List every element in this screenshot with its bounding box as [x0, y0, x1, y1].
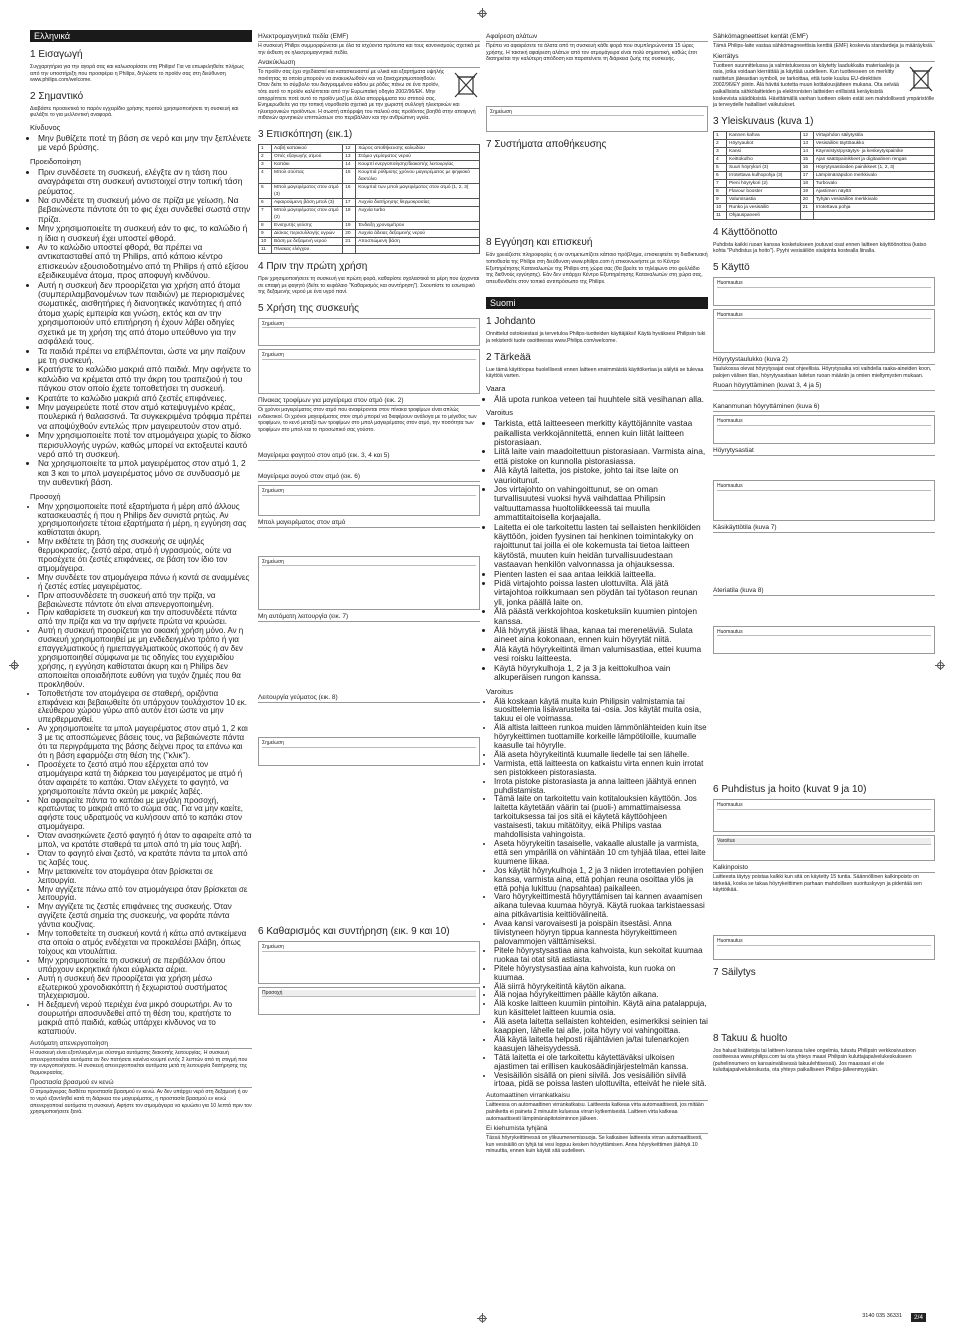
subsection-title: Προειδοποίηση: [30, 156, 81, 166]
paragraph: Οι χρόνοι μαγειρέματος στον ατμό που αναφέρονται στον πίνακα τροφίμων είναι απλώς ενδεικτικοί. Οι χρόνοι μαγειρέματος στον ατμό μπορεί να διαφέρουν ανάλογα με το μέγεθος των τροφίμων, το κενό μεταξύ των τροφίμων στο μπολ μαγειρέματος στον ατμό, την ποσότητα των τροφίμων στο μπολ και το προσωπικό σας γούστο.: [258, 406, 477, 433]
table-cell: Flavour booster: [727, 187, 801, 195]
list-item: • Να συνδέετε τη συσκευή μόνο σε πρίζα με γείωση. Να βεβαιώνεστε πάντοτε ότι το φις έχει συνδεθεί σωστά στην πρίζα.: [38, 196, 252, 224]
table-row: [714, 211, 935, 219]
table-cell: Κουμπιά ρύθμισης χρόνου μαγειρέματος με ψηφιακό δακτύλιο: [356, 168, 480, 183]
section-title: 1 Εισαγωγή: [30, 49, 83, 60]
note-label: Huomautus: [717, 938, 931, 946]
list-item: • Tarkista, että laitteeseen merkitty käyttöjännite vastaa paikallista verkkojännitettä, ennen kuin liität laitteen pistorasiaan.: [494, 419, 708, 447]
list-item: • Να αφαιρείτε πάντα το καπάκι με μεγάλη προσοχή, κρατώντας το μακριά από το σώμα σας. Για να μην καείτε, αφήστε τους υδρατμούς να κυλήσουν από το καπάκι στον ατμομάγειρα.: [38, 797, 252, 833]
caution-label: Προσοχή: [262, 990, 476, 998]
subsection-title: Αυτόματη απενεργοποίηση: [30, 1040, 252, 1049]
table-cell: 20: [800, 195, 813, 203]
list-item: • Όταν ανασηκώνετε ζεστό φαγητό ή όταν το αφαιρείτε από τα μπολ, να κρατάτε σταθερά τα μπολ από τη μία τους λαβή.: [38, 832, 252, 850]
table-cell: 15: [800, 155, 813, 163]
list-item: • Avaa kansi varovaisesti ja poispäin itsestäsi. Anna tiivistyneen höyryn tippua kannesta höyrykeittimeen palovammojen välttämiseksi.: [494, 920, 708, 947]
paragraph: Πριν χρησιμοποιήσετε τη συσκευή για πρώτη φορά, καθαρίστε σχολαστικά τα μέρη που έρχονται σε επαφή με φαγητό (δείτε το κεφάλαιο "Καθαρισμός και συντήρηση"). Σκουπίστε το εσωτερικό της δεξαμενής νερού με ένα υγρό πανί.: [258, 275, 480, 296]
table-row: [714, 147, 935, 155]
table-cell: 4: [259, 168, 272, 183]
table-cell: 9: [259, 229, 272, 237]
table-cell: 5: [259, 183, 272, 198]
list-item: • Älä käytä laitetta, jos pistoke, johto tai itse laite on vaurioitunut.: [494, 466, 708, 485]
registration-mark-icon: [477, 8, 487, 18]
table-cell: Λυχνία άδειας δεξαμενής νερού: [356, 229, 480, 237]
subsection-title: Μαγείρεμα φαγητού στον ατμό (εικ. 3, 4 και 5): [258, 452, 480, 461]
list-item: • Μην χρησιμοποιείτε τη συσκευή σε περιβάλλον όπου υπάρχουν εκρηκτικά ή/και εύφλεκτα αέρια.: [38, 957, 252, 975]
table-row: [714, 179, 935, 187]
list-item: • Tämä laite on tarkoitettu vain kotitalouksien käyttöön. Jos laitetta käytetään väärin tai (puoli-) ammattimaisessa tarkoituksessa tai jos sitä ei käytetä käyttöohjeen vastaisesti, takuu mitätöityy, eikä Philips vastaa mahdollisista vahingoista.: [494, 795, 708, 840]
table-cell: Pieni höyrykori (2): [727, 179, 801, 187]
table-cell: Höyrytysastioiden painikkeet (1, 2, 3): [813, 163, 934, 171]
list-item: • Pitele höyrystysastiaa aina kahvoista, kun sekoitat kuumaa ruokaa tai otat sitä astiasta.: [494, 947, 708, 965]
table-cell: Käynnistys/pysäytys- ja keskeytyspainike: [813, 147, 934, 155]
table-row: [259, 168, 480, 183]
table-cell: Μπολ σούπας: [272, 168, 343, 183]
table-cell: Virtajohdon säilytystila: [813, 131, 934, 139]
list-item: • Κρατήστε το καλώδιο μακριά από παιδιά. Μην αφήνετε το καλώδιο να κρέμεται από την άκρη του τραπεζιού ή του πάγκου στον οποίο έχετε τοποθετήσει τη συσκευή.: [38, 365, 252, 393]
crossed-bin-icon: [907, 63, 935, 93]
caution-label: Varoitus: [717, 838, 931, 846]
list-item: • Να χρησιμοποιείτε τα μπολ μαγειρέματος στον ατμό 1, 2 και 3 και το μπολ μαγειρέματος μόνο σε συνδυασμό με την αυθεντική βάση.: [38, 459, 252, 487]
list-item: • Όταν το φαγητό είναι ζεστό, να κρατάτε πάντα τα μπολ από τις λαβές τους.: [38, 850, 252, 868]
list-item: • Älä siirrä höyrykeitintä käytön aikana.: [494, 983, 708, 992]
subsection-title: Ανακύκλωση: [258, 59, 480, 68]
list-item: • Τοποθετήστε τον ατομάγειρα σε σταθερή, οριζόντια επιφάνεια και βεβαιωθείτε ότι υπάρχουν τουλάχιστον 10 εκ. ελεύθερου χώρου γύρω από αυτόν έτσι ώστε να μην υπερθερμανθεί.: [38, 690, 252, 726]
table-cell: 20: [343, 229, 356, 237]
table-cell: Ohjauspaneeli: [727, 211, 801, 219]
table-cell: 10: [259, 237, 272, 245]
subsection-title: Varoitus: [486, 686, 513, 696]
page-number: 2/4: [911, 1313, 926, 1322]
table-cell: Λυχνία διατήρησης θερμοκρασίας: [356, 198, 480, 206]
table-cell: 19: [800, 187, 813, 195]
list-item: • Μην μαγειρεύετε ποτέ στον ατμό κατεψυγμένο κρέας, πουλερικά ή θαλασσινά. Τα συγκεκριμένα τρόφιμα πρέπει να αποψύχθούν εντελώς πριν μαγειρευτούν στον ατμό.: [38, 403, 252, 431]
note-label: Huomautus: [717, 802, 931, 810]
note-label: Huomautus: [717, 483, 931, 491]
subsection-title: Automaattinen virrankatkaisu: [486, 1092, 708, 1101]
list-item: • Älä koskaan käytä muita kuin Philipsin valmistamia tai suosittelemia lisävarusteita tai -osia. Jos käytät muita osia, takuu ei ole voimassa.: [494, 698, 708, 725]
subsection-title: Λειτουργία γεύματος (εικ. 8): [258, 694, 480, 703]
note-label: Huomautus: [717, 629, 931, 637]
table-cell: 8: [714, 187, 727, 195]
table-cell: 8: [259, 221, 272, 229]
document-code: 3140 035 36331: [862, 1313, 902, 1319]
section-title: 1 Johdanto: [486, 316, 536, 328]
subsection-title: Μαγείρεμα αυγού στον ατμό (εικ. 6): [258, 473, 480, 482]
table-cell: 7: [259, 206, 272, 221]
table-cell: 14: [343, 160, 356, 168]
note-label: Σημείωση: [262, 321, 476, 329]
list-item: • Älä käytä höyrykeitintä ilman valumisastiaa, ettei kuuma vesi roisku laitteesta.: [494, 645, 708, 664]
subsection-title: Ateriatila (kuva 8): [713, 587, 935, 596]
table-cell: Λυχνία turbo: [356, 206, 480, 221]
list-item: • Älä käytä laitetta helposti räjähtävien ja/tai tulenarkojen kaasujen läheisyydessä.: [494, 1036, 708, 1054]
paragraph: Ο ατμομάγειρας διαθέτει προστασία βρασμού εν κενώ. Αν δεν υπάρχει νερό στη δεξαμενή ή αν το νερό εξαντληθεί κατά τη διάρκεια του μαγειρέματος, η προστασία βρασμού εν κενώ απενεργοποιεί αυτόματα τη συσκευή. Αφήστε τον ατμομάγειρα να κρυώσει για 10 λεπτά πριν τον χρησιμοποιήσετε ξανά.: [30, 1089, 252, 1116]
parts-table: [713, 131, 935, 220]
table-cell: 6: [714, 171, 727, 179]
list-item: • Varo höyrykeittimestä höyryttämisen tai kannen avaamisen aikana tulevaa kuumaa höyryä. Käytä ruokaa tarkistaessasi aina pitkävartisia keittiövälineitä.: [494, 893, 708, 920]
note-label: Σημείωση: [262, 740, 476, 748]
list-item: • Κρατάτε το καλώδιο μακριά από ζεστές επιφάνειες.: [38, 394, 252, 403]
paragraph: Πρέπει να αφαιρέσετε τα άλατα από τη συσκευή κάθε φορά που συμπληρώνονται 15 ώρες χρήσης. Η τακτική αφαίρεση αλάτων από τον ατμομάγειρα είναι πολύ σημαντική, καθώς έτσι διατηρείται την καλύτερη απόδοση και παρατείνετε τη διάρκεια ζωής της συσκευής.: [486, 43, 697, 63]
section-title: 8 Takuu & huolto: [713, 1032, 788, 1044]
paragraph: Συγχαρητήρια για την αγορά σας και καλωσορίσατε στη Philips! Για να επωφεληθείτε πλήρως από την υποστήριξη που προσφέρει η Philips, δηλώστε το προϊόν σας στη διεύθυνση www.philips.com/welcome.: [30, 64, 244, 84]
list-item: • Liitä laite vain maadoitettuun pistorasiaan. Varmista aina, että pistoke on kunnolla pistorasiassa.: [494, 447, 708, 466]
note-box: [258, 349, 480, 394]
list-item: • Tätä laitetta ei ole tarkoitettu käytettäväksi ulkoisen ajastimen tai erillisen kaukosäädinjärjestelmän kanssa.: [494, 1054, 708, 1072]
table-cell: Irrotettava pohja: [813, 203, 934, 211]
list-item: • Älä aseta laitetta sellaisten kohteiden, esimerkiksi seinien tai kaappien, lähelle tai alle, joita höyry voi vahingoittaa.: [494, 1018, 708, 1036]
registration-mark-icon: [477, 1313, 487, 1323]
note-box: [486, 106, 708, 133]
section-title: 3 Yleiskuvaus (kuva 1): [713, 115, 814, 127]
list-item: • Μην μετακινείτε τον ατομάγειρα όταν βρίσκεται σε λειτουργία.: [38, 868, 252, 886]
section-title: 4 Πριν την πρώτη χρήση: [258, 260, 368, 272]
note-label: Σημείωση: [490, 109, 704, 117]
list-item: • Pidä virtajohto poissa lasten ulottuvilta. Älä jätä virtajohtoa roikkumaan sen pöydän tai työtason reunan yli, jonka päällä laite on.: [494, 579, 708, 607]
table-cell: [800, 211, 813, 219]
table-cell: Lämpimänäpidon merkkivalo: [813, 171, 934, 179]
table-cell: [813, 211, 934, 219]
table-cell: 16: [800, 163, 813, 171]
list-item: • Πριν καθαρίσετε τη συσκευή και την αποσυνδέετε πάντα από την πρίζα και να την αφήνετε πρώτα να κρυώσει.: [38, 609, 252, 627]
list-item: • Irrota pistoke pistorasiasta ja anna laitteen jäähtyä ennen puhdistamista.: [494, 778, 708, 796]
table-cell: Suuri höyrykori (3): [727, 163, 801, 171]
table-row: [259, 237, 480, 245]
section-title: 5 Χρήση της συσκευής: [258, 302, 360, 314]
table-row: [714, 187, 935, 195]
note-box: [713, 415, 935, 444]
table-cell: Ένδειξη χρονομέτρου: [356, 221, 480, 229]
table-cell: 12: [800, 131, 813, 139]
note-box: [258, 941, 480, 984]
list-item: • Μην χρησιμοποιείτε τη συσκευή εάν το φις, το καλώδιο ή η ίδια η συσκευή έχει υποστεί φθορά.: [38, 224, 252, 243]
note-box: [713, 799, 935, 832]
column-mixed-3: [486, 30, 708, 1157]
list-item: • Laitetta ei ole tarkoitettu lasten tai sellaisten henkilöiden käyttöön, joiden fyysinen tai henkinen toimintakyky on rajoittunut tai joilla ei ole kokemusta tai tietoa laitteen käytöstä, muuten kuin heidän turvallisuudestaan vastaavan henkilön valvonnassa ja ohjauksessa.: [494, 523, 708, 570]
column-greek-1: [30, 30, 252, 1118]
list-item: • Αυτή η συσκευή προορίζεται για οικιακή χρήση μόνο. Αν η συσκευή χρησιμοποιηθεί με μη ενδεδειγμένο τρόπο ή για επαγγελματικούς ή ημιεπαγγελματικούς σκοπούς ή αν δεν χρησιμοποιηθεί σύμφωνα με τις οδηγίες του εγχειριδίου χρήσης, η εγγύηση καθίσταται άκυρη και η Philips δεν αποποιείται οποιαδήποτε ευθύνη για τυχόν ζημιές που θα προκληθούν.: [38, 627, 252, 689]
note-box: [258, 556, 480, 611]
paragraph: Jos haluat lisätietoja tai laitteen kanssa tulee ongelmia, tutustu Philipsin verkkosivustoon osoitteessa www.philips.com tai ota yhteys maasi Philipsin kuluttajapalvelukeskukseen (puhelinnumero on kansainvälisessä takuulehtisessä). Jos maassasi ei ole kuluttajapalvelukeskusta, ota yhteys paikalliseen Philips-jälleenmyyjään.: [713, 1047, 916, 1074]
list-item: • Μην βυθίζετε ποτέ τη βάση σε νερό και μην την ξεπλένετε με νερό βρύσης.: [38, 134, 252, 153]
list-item: • Μην αγγίζετε πάνω από τον ατμομάγειρα όταν βρίσκεται σε λειτουργία.: [38, 886, 252, 904]
caution-box: [258, 987, 480, 1016]
paragraph: Η συσκευή είναι εξοπλισμένη με σύστημα αυτόματης διακοπής λειτουργίας. Η συσκευή απενεργοποιείται αυτόματα αν δεν πατήσετε κανένα κουμπί εντός 2 λεπτών από τη στιγμή που την ενεργοποιήσατε. Η συσκευή απενεργοποιείται αυτόματα μετά τη λειτουργία διατήρησης της θερμοκρασίας.: [30, 1049, 248, 1076]
table-row: [259, 198, 480, 206]
table-cell: Ajastimen näyttö: [813, 187, 934, 195]
list-item: • Jos käytät höyrykulhoja 1, 2 ja 3 niiden irrotettavien pohjien kanssa, varmista aina, että pohjan reuna osoittaa ylös ja että pohja lukittuu (napsahtaa) paikalleen.: [494, 867, 708, 894]
table-cell: Πίνακας ελέγχου: [272, 245, 343, 253]
paragraph: Taulukossa olevat höyrytysajat ovat ohjeellisia. Höyrytysaika voi vaihdella raaka-aineiden koon, palojen välisen tilan, höyrytysastiaan laitetun ruoan määrän ja omien mieltymysten mukaan.: [713, 366, 932, 379]
table-cell: 2: [714, 139, 727, 147]
table-cell: 2: [259, 152, 272, 160]
table-cell: 3: [714, 147, 727, 155]
table-cell: 18: [343, 206, 356, 221]
table-row: [714, 203, 935, 211]
table-cell: 19: [343, 221, 356, 229]
table-row: [259, 144, 480, 152]
subsection-title: Ηλεκτρομαγνητικά πεδία (EMF): [258, 33, 480, 42]
subsection-title: Πίνακας τροφίμων για μαγείρεμα στον ατμό (εικ. 2): [258, 397, 480, 406]
paragraph: Εάν χρειάζεστε πληροφορίες ή αν αντιμετωπίζετε κάποιο πρόβλημα, επισκεφτείτε τη διαδικτυακή τοποθεσία της Philips στη διεύθυνση www.philips.com ή επικοινωνήστε με το Κέντρο Εξυπηρέτησης Καταναλωτών της Philips στη χώρα σας (θα βρείτε το τηλέφωνο στο φυλλάδιο της διεθνούς εγγύησης). Εάν δεν υπάρχει Κέντρο Εξυπηρέτησης Καταναλωτών στη χώρα σας, απευθυνθείτε στον τοπικό αντιπρόσωπο της Philips.: [486, 252, 708, 285]
list-item: • Pienten lasten ei saa antaa leikkiä laitteella.: [494, 570, 708, 579]
paragraph: Laitteesta täytyy poistaa kalkki kun sitä on käytetty 15 tuntia. Säännöllinen kalkinpoisto on tärkeää, koska se takaa höyrykeittimen parhaan mahdollisen suorituskyvyn ja pidentää sen käyttöikää.: [713, 874, 922, 894]
paragraph: Tuotteen suunnittelussa ja valmistuksessa on käytetty laadukkaita materiaaleja ja osia, jotka voidaan kierrättää ja käyttää uudelleen. Kun tuotteeseen on merkitty rastitetun jäteastian symboli, se tarkoittaa, että tuote kuuluu EU-direktiivin 2002/96/EY piiriin. Älä hävitä tuotetta muun kotitalousjätteen mukana. Ota selvää paikallisista sähkölaitteiden ja elektronisten laitteiden erillisistä keräyksistä koskevista säädöksistä. Hävittämällä vanhan tuotteen oikein estät sen mahdollisesti ympäristölle ja terveydelle haitalliset vaikutukset.: [713, 62, 935, 109]
paragraph: Διαβάστε προσεκτικά το παρόν εγχειρίδιο χρήσης προτού χρησιμοποιήσετε τη συσκευή και φυλάξτε το για μελλοντική αναφορά.: [30, 105, 239, 119]
subsection-title: Kierrätys: [713, 53, 935, 62]
table-row: [714, 155, 935, 163]
list-item: • Älä päästä verkkojohtoa kosketuksiin kuumien pintojen kanssa.: [494, 607, 708, 626]
list-item: • Pitele höyrystysastiaa aina kahvoista, kun ruoka on kuumaa.: [494, 965, 708, 983]
list-item: • Αυτή η συσκευή δεν προορίζεται για χρήση μέσω εξωτερικού χρονοδιακόπτη ή ξεχωριστού συστήματος τηλεχειρισμού.: [38, 975, 252, 1002]
table-cell: Μπολ μαγειρέματος στον ατμό (3): [272, 183, 343, 198]
table-cell: 17: [343, 198, 356, 206]
table-cell: Λαβή καπακιού: [272, 144, 343, 152]
section-title: 4 Käyttöönotto: [713, 226, 778, 238]
column-greek-2: [258, 30, 480, 1018]
paragraph: Laitteessa on automaattinen virrankatkaisu. Laitteesta katkeaa virta automaattisesti, jos mitään painiketta ei paineta 2 minuutin kuluessa virran kytkemisestä. Laitteen virta katkeaa automaattisesti lämpimänäpitotoiminnon jälkeen.: [486, 1102, 704, 1122]
table-cell: Μπολ μαγειρέματος στον ατμό (2): [272, 206, 343, 221]
subsection-title: Höyrytysastiat: [713, 447, 935, 456]
table-cell: Χώρος αποθήκευσης καλωδίου: [356, 144, 480, 152]
table-row: [259, 183, 480, 198]
table-cell: Ενισχυτής γεύσης: [272, 221, 343, 229]
caution-list: [486, 698, 708, 1090]
table-cell: [343, 245, 356, 253]
list-item: • Vesisäiliön sisällä on pieni siivilä. Jos vesisäiliön siivilä irtoaa, pidä se poissa lasten ulottuvilta, etteivät he niele sitä.: [494, 1072, 708, 1090]
table-row: [259, 206, 480, 221]
paragraph: Lue tämä käyttöopas huolellisesti ennen laitteen ensimmäistä käyttökertaa ja säilytä se tulevaa käyttöä varten.: [486, 366, 704, 380]
subsection-title: Kalkinpoisto: [713, 864, 935, 873]
table-cell: 7: [714, 179, 727, 187]
warning-list: [30, 168, 252, 488]
note-label: Huomautus: [717, 418, 931, 426]
table-cell: Turbovalo: [813, 179, 934, 187]
table-row: [714, 195, 935, 203]
subsection-title: Höyrytystaulukko (kuva 2): [713, 356, 935, 365]
table-cell: 1: [259, 144, 272, 152]
note-label: Huomautus: [717, 312, 931, 320]
table-cell: Höyryaukot: [727, 139, 801, 147]
note-box: [713, 277, 935, 306]
table-cell: 18: [800, 179, 813, 187]
table-row: [259, 221, 480, 229]
section-title: 5 Käyttö: [713, 261, 750, 273]
table-cell: Στόμιο γεμίσματος νερού: [356, 152, 480, 160]
table-cell: Βάση με δεξαμενή νερού: [272, 237, 343, 245]
paragraph: Tämä Philips-laite vastaa sähkömagneettisia kenttiä (EMF) koskevia standardeja ja määräyksiä.: [713, 43, 934, 49]
section-title: 2 Σημαντικό: [30, 90, 84, 102]
paragraph: Onnittelut ostoksestasi ja tervetuloa Philips-tuotteiden käyttäjäksi! Käytä hyväksesi Philipsin tuki ja rekisteröi tuote osoitteessa www.Philips.com/welcome.: [486, 331, 706, 344]
note-box: [713, 480, 935, 521]
subsection-title: Käsikäyttötila (kuva 7): [713, 524, 935, 533]
section-title: 8 Εγγύηση και επισκευή: [486, 237, 593, 249]
table-cell: 14: [800, 147, 813, 155]
table-cell: 1: [714, 131, 727, 139]
language-header: Ελληνικά: [30, 30, 252, 42]
table-row: [259, 152, 480, 160]
registration-mark-icon: [9, 660, 19, 670]
subsection-title: Κίνδυνος: [30, 122, 61, 132]
subsection-title: Kananmunan höyryttäminen (kuva 6): [713, 403, 935, 412]
list-item: • Πριν συνδέσετε τη συσκευή, ελέγξτε αν η τάση που αναγράφεται στη συσκευή αντιστοιχεί στην τοπική τάση ρεύματος.: [38, 168, 252, 196]
list-item: • Μην χρησιμοποιείτε ποτέ τον ατμομάγειρα χωρίς το δίσκο περισυλλογής υγρών, καθώς μπορεί να εκτοξευτεί καυτό νερό από τη συσκευή.: [38, 431, 252, 459]
table-cell: 13: [800, 139, 813, 147]
paragraph: Το προϊόν σας έχει σχεδιαστεί και κατασκευαστεί με υλικά και εξαρτήματα υψηλής ποιότητας τα οποία μπορούν να ανακυκλωθούν και να ξαναχρησιμοποιηθούν. Όταν δείτε το σύμβολο του διαγραμμένου κάδου με ρόδες πάνω σε ένα προϊόν, τότε αυτό το προϊόν καλύπτεται από την Ευρωπαϊκή οδηγία 2002/96/ΕΚ. Μην απορρίπτετε ποτέ αυτό το προϊόν μαζί με άλλα απορρίμματα του σπιτιού σας. Ενημερωθείτε για την τοπική νομοθεσία σχετικά με την χωριστή συλλογή ηλεκτρικών και ηλεκτρονικών προϊόντων. Η σωστή απόρριψη του παλιού σας προϊόντος βοηθά στην αποφυγή πιθανών αρνητικών επιπτώσεων στο περιβάλλον και την ανθρώπινη υγεία.: [258, 69, 476, 122]
table-cell: 6: [259, 198, 272, 206]
section-title: 6 Καθαρισμός και συντήρηση (εικ. 9 και 10): [258, 926, 450, 938]
parts-table: [258, 144, 480, 254]
table-cell: Kansi: [727, 147, 801, 155]
list-item: • Μην εκθέτετε τη βάση της συσκευής σε υψηλές θερμοκρασίες, ζεστό αέρα, ατμό ή υγρασμούς, ούτε να προσέχετε ότι ζεστές επιφάνειες, σε βάση τον ίδιο τον ατμομάγειρα.: [38, 538, 252, 574]
table-cell: Valumisastia: [727, 195, 801, 203]
table-row: [259, 245, 480, 253]
note-box: [713, 935, 935, 960]
paragraph: Tässä höyrykeittimessä on ylikuumenemissuoja. Se katkaisee laitteesta virran automaattisesti, kun vesisäiliö on tyhjä tai vesi loppuu kesken höyryttämisen. Anna höyrykeittimen jäähtyä 10 minuuttia, ennen kuin käytät sitä uudelleen.: [486, 1135, 703, 1155]
list-item: • Älä nojaa höyrykeittimen päälle käytön aikana.: [494, 991, 708, 1000]
table-cell: [356, 245, 480, 253]
note-box: [713, 309, 935, 354]
table-cell: 17: [800, 171, 813, 179]
subsection-title: Vaara: [486, 383, 506, 393]
list-item: • Αν το καλώδιο υποστεί φθορά, θα πρέπει να αντικατασταθεί από τη Philips, από κάποιο κέντρο επισκευών εξουσιοδοτημένο από τη Philips ή από εξίσου εξειδικευμένα άτομα, προς αποφυγή κινδύνου.: [38, 243, 252, 281]
note-label: Σημείωση: [262, 559, 476, 567]
section-title: 7 Säilytys: [713, 966, 756, 978]
table-cell: Αφαιρούμενη βάση μπολ (3): [272, 198, 343, 206]
registration-mark-icon: [935, 660, 945, 670]
table-cell: 21: [800, 203, 813, 211]
table-cell: Tyhjän vesisäiliön merkkivalo: [813, 195, 934, 203]
list-item: • Μην συνδέετε τον ατμομάγειρα πάνω ή κοντά σε αναμμένες ή ζεστές εστίες μαγειρέματος.: [38, 574, 252, 592]
crossed-bin-icon: [452, 69, 480, 99]
table-cell: 9: [714, 195, 727, 203]
table-cell: Keittokulho: [727, 155, 801, 163]
table-row: [714, 163, 935, 171]
table-cell: 16: [343, 183, 356, 198]
list-item: • Προσέχετε το ζεστό ατμό που εξέρχεται από τον ατμομάγειρα κατά τη διάρκεια του μαγειρέματος με ατμό ή όταν αφαιρέτε το καπάκι. Όταν ελέγχετε το φαγητό, να χρησιμοποιείτε πάντα σκεύη με μακριές λαβές.: [38, 761, 252, 797]
note-label: Σημείωση: [262, 944, 476, 952]
subsection-title: Αφαίρεση αλάτων: [486, 33, 708, 42]
danger-list: [486, 395, 708, 404]
list-item: • Μην αγγίζετε τις ζεστές επιφάνειες της συσκευής. Όταν αγγίζετε ζεστά σημεία της συσκευής, να φοράτε πάντα γάντια κουζίνας.: [38, 903, 252, 930]
list-item: • Η δεξαμενή νερού περιέχει ένα μικρό σουρωτήρι. Αν το σουρωτήρι αποσυνδεθεί από τη θέση του, κρατήστε το μακριά από παιδιά, καθώς υπάρχει κίνδυνος να το καταπιούν.: [38, 1001, 252, 1037]
table-row: [714, 131, 935, 139]
note-label: Σημείωση: [262, 352, 476, 360]
table-row: [714, 171, 935, 179]
list-item: • Varmista, että laitteesta on katkaistu virta ennen kuin irrotat sen pistokkeen pistorasiasta.: [494, 760, 708, 778]
section-title: 7 Συστήματα αποθήκευσης: [486, 139, 607, 151]
subsection-title: Προστασία βρασμού εν κενώ: [30, 1079, 252, 1088]
subsection-title: Προσοχή: [30, 491, 61, 501]
table-row: [714, 139, 935, 147]
list-item: • Τα παιδιά πρέπει να επιβλέπονται, ώστε να μην παίζουν με τη συσκευή.: [38, 347, 252, 366]
note-label: Σημείωση: [262, 488, 476, 496]
note-box: [258, 485, 480, 516]
section-title: 3 Επισκόπηση (εικ.1): [258, 128, 353, 140]
list-item: • Αν χρησιμοποιείτε τα μπολ μαγειρέματος στον ατμό 1, 2 και 3 με τις αποσπώμενες βάσεις τους, να βεβαιώνεστε πάντα ότι τα περιγράμματα της βάσης δείχνει προς τα επάνω και ότι η βάση εφαρμόζει στη θέση της ("κλικ").: [38, 725, 252, 761]
table-cell: Καπάκι: [272, 160, 343, 168]
note-label: Huomautus: [717, 280, 931, 288]
language-header: Suomi: [486, 297, 708, 309]
section-title: 6 Puhdistus ja hoito (kuvat 9 ja 10): [713, 784, 867, 796]
caution-list: [30, 503, 252, 1037]
table-cell: 11: [714, 211, 727, 219]
list-item: • Πριν αποσυνδέσετε τη συσκευή από την πρίζα, να βεβαιώνεστε πάντοτε ότι είναι απενεργοποιημένη.: [38, 592, 252, 610]
table-cell: 10: [714, 203, 727, 211]
list-item: • Älä altista laitteen runkoa muiden lämmönlähteiden kuin itse höyrykeittimen tuottamille korkeille lämpötiloille, kuumalle kaasulle tai höyrylle.: [494, 724, 708, 751]
subsection-title: Ei kiehumista tyhjänä: [486, 1125, 708, 1134]
subsection-title: Ruoan höyryttäminen (kuvat 3, 4 ja 5): [713, 382, 935, 391]
table-cell: Αποσπώμενη βάση: [356, 237, 480, 245]
paragraph: Η συσκευή Philips συμμορφώνεται με όλα τα ισχύοντα πρότυπα και τους κανονισμούς σχετικά με την έκθεση σε ηλεκτρομαγνητικά πεδία.: [258, 43, 480, 56]
danger-list: [30, 134, 252, 153]
table-cell: 3: [259, 160, 272, 168]
subsection-title: Varoitus: [486, 408, 513, 418]
list-item: • Älä koske laitteen kuumiin pintoihin. Käytä aina patalappuja, kun käsittelet laitteen kuumia osia.: [494, 1000, 708, 1018]
list-item: • Μην τοποθετείτε τη συσκευή κοντά ή κάτω από αντικείμενα στα οποία ο ατμός ενδέχεται να προκαλέσει βλάβη, όπως τοίχους και ντουλάπια.: [38, 930, 252, 957]
subsection-title: Μη αυτόματη λειτουργία (εικ. 7): [258, 613, 480, 622]
list-item: • Älä upota runkoa veteen tai huuhtele sitä vesihanan alla.: [494, 395, 708, 404]
table-cell: 13: [343, 152, 356, 160]
list-item: • Jos virtajohto on vahingoittunut, se on oman turvallisuutesi vuoksi hyvä vaihdattaa Philipsin valtuuttamassa huoltoliikkeessä tai muulla ammattitaitoisella korjaajalla.: [494, 485, 708, 523]
table-cell: 15: [343, 168, 356, 183]
table-cell: Κουμπιά των μπολ μαγειρέματος στον ατμό (1, 2, 3): [356, 183, 480, 198]
caution-box: [713, 835, 935, 862]
table-row: [259, 160, 480, 168]
table-cell: Δίσκος περισυλλογής υγρών: [272, 229, 343, 237]
list-item: • Aseta höyrykeitin tasaiselle, vakaalle alustalle ja varmista, että sen ympärillä on vähintään 10 cm tyhjää tilaa, ettei laite kuumene liikaa.: [494, 840, 708, 867]
list-item: • Älä aseta höyrykeitintä kuumalle liedelle tai sen lähelle.: [494, 751, 708, 760]
list-item: • Μην χρησιμοποιείτε ποτέ εξαρτήματα ή μέρη από άλλους κατασκευαστές ή που η Philips δεν συνιστά ρητώς. Αν χρησιμοποιήσετε τέτοια εξαρτήματα ή μέρη, η εγγύηση σας καθίσταται άκυρη.: [38, 503, 252, 539]
subsection-title: Sähkömagneettiset kentät (EMF): [713, 33, 935, 42]
subsection-title: Μπολ μαγειρέματος στον ατμό: [258, 519, 480, 528]
note-box: [258, 737, 480, 766]
table-cell: 11: [259, 245, 272, 253]
table-cell: Vesisäiliön täyttöaukko: [813, 139, 934, 147]
table-cell: Οπές εξαγωγής ατμού: [272, 152, 343, 160]
note-box: [713, 626, 935, 655]
table-cell: 4: [714, 155, 727, 163]
table-cell: Κουμπί ενεργοποίησης/διακοπής λειτουργίας: [356, 160, 480, 168]
table-cell: 21: [343, 237, 356, 245]
column-finnish-2: [713, 30, 935, 1076]
list-item: • Älä höyrytä jäistä lihaa, kanaa tai mereneläviä. Sulata aineet aina kokonaan, ennen kuin höyrytät niitä.: [494, 626, 708, 645]
table-cell: 12: [343, 144, 356, 152]
warning-list: [486, 419, 708, 682]
paragraph: Puhdista kaikki ruoan kanssa kosketukseen joutuvat osat ennen laitteen käyttöönottoa (katso kohta "Puhdistus ja hoito"). Pyyhi vesisäiliön sisäpinta kostealla liinalla.: [713, 241, 927, 255]
table-cell: Irrotettava kulhopohja (3): [727, 171, 801, 179]
table-row: [259, 229, 480, 237]
table-cell: 5: [714, 163, 727, 171]
table-cell: Ajan säätöpainikkeet ja digitaalinen rengas: [813, 155, 934, 163]
table-cell: Kannen kahva: [727, 131, 801, 139]
list-item: • Αυτή η συσκευή δεν προορίζεται για χρήση από άτομα (συμπεριλαμβανομένων των παιδιών) με περιορισμένες σωματικές, αισθητήριες ή διανοητικές ικανότητες ή από άτομα χωρίς εμπειρία και γνώση, εκτός και αν την χρησιμοποιούν υπό επιτήρηση ή έχουν λάβει οδηγίες σχετικά με τη χρήση της από άτομο υπεύθυνο για την ασφάλειά τους.: [38, 281, 252, 347]
table-cell: Runko ja vesisäiliö: [727, 203, 801, 211]
section-title: 2 Tärkeää: [486, 351, 531, 363]
list-item: • Käytä höyrykulhoja 1, 2 ja 3 ja keittokulhoa vain alkuperäisen rungon kanssa.: [494, 664, 708, 683]
note-box: [258, 318, 480, 347]
